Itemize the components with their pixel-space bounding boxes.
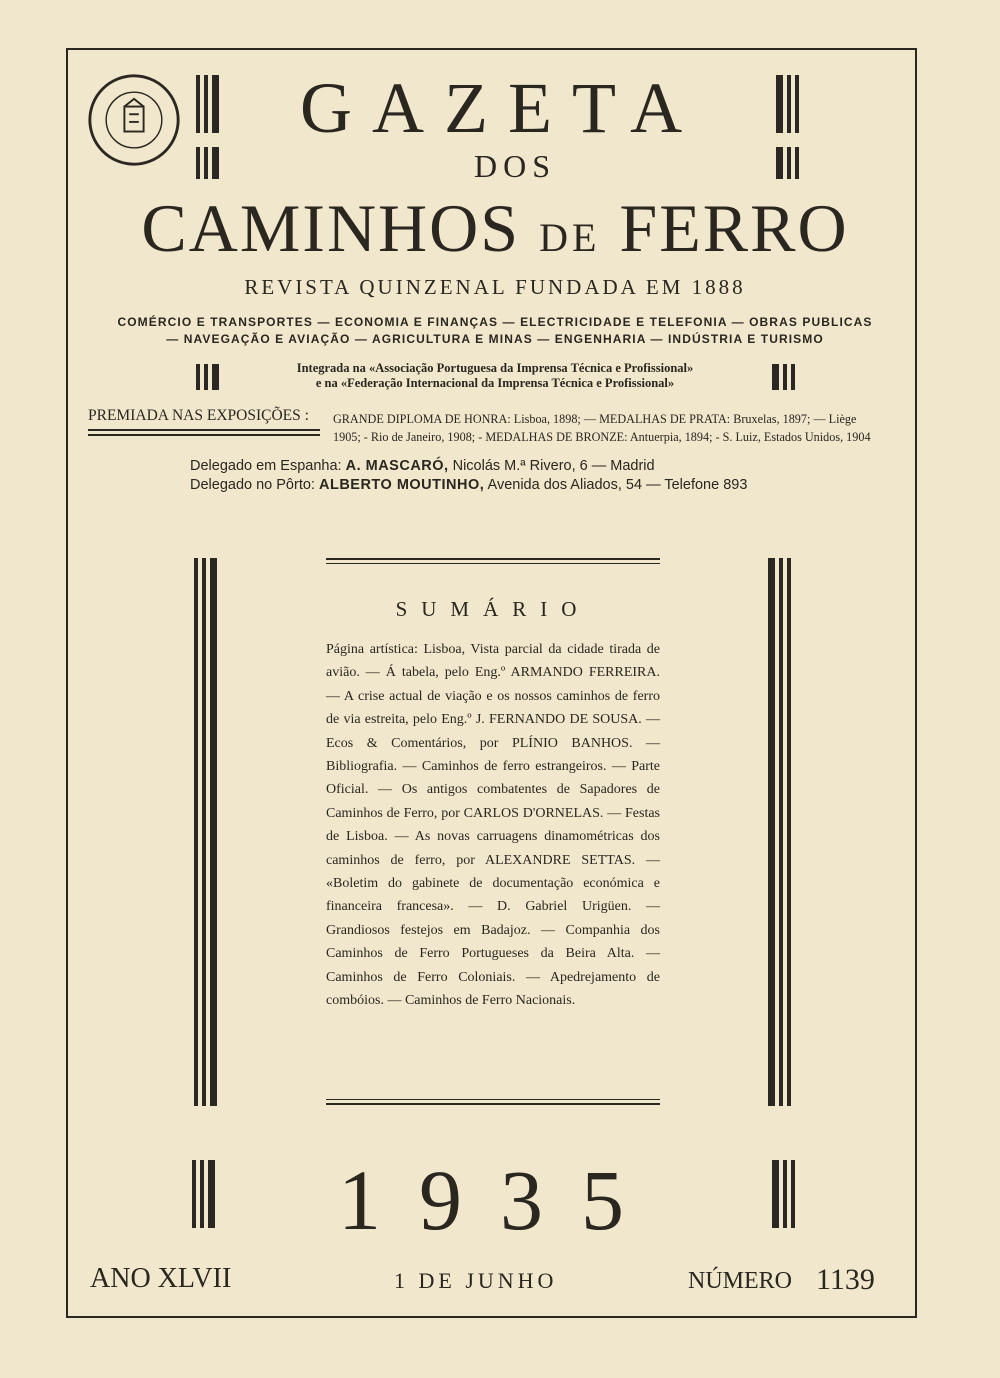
delegate-spain-label: Delegado em Espanha:: [190, 458, 342, 474]
bar-ornament: [196, 147, 219, 179]
title-dos: DOS: [473, 148, 556, 184]
awards-rule: [88, 429, 320, 431]
issue-date: 1 DE JUNHO: [394, 1268, 558, 1293]
bar-ornament: [196, 75, 219, 133]
summary-title: SUMÁRIO: [395, 597, 591, 621]
bar-ornament: [776, 147, 799, 179]
delegate-porto-label: Delegado no Pôrto:: [190, 477, 315, 493]
title-de: DE: [539, 215, 601, 260]
topics: [110, 314, 880, 348]
integration-line-1: Integrada na «Associação Portuguesa da Imprensa Técnica e Profissional»: [296, 361, 694, 375]
subtitle: REVISTA QUINZENAL FUNDADA EM 1888: [244, 275, 746, 299]
number-label: NÚMERO: [688, 1268, 793, 1294]
topics-line-2: — NAVEGAÇÃO E AVIAÇÃO — AGRICULTURA E MINAS — ENGENHARIA — INDÚSTRIA E TURISMO: [166, 332, 824, 346]
volume-number: ANO XLVII: [90, 1263, 232, 1294]
topics-line-1: COMÉRCIO E TRANSPORTES — ECONOMIA E FINANÇAS — ELECTRICIDADE E TELEFONIA — OBRAS PUBLICAS: [117, 315, 873, 329]
summary-top-rule: [326, 558, 660, 560]
awards-rule: [88, 434, 320, 436]
delegates: [190, 457, 810, 495]
delegate-spain-address: Nicolás M.ª Rivero, 6 — Madrid: [452, 458, 655, 474]
delegate-spain: [190, 457, 810, 476]
delegate-porto-name: ALBERTO MOUTINHO,: [318, 477, 485, 493]
summary-right-bars: [768, 558, 791, 1106]
summary-bottom-rule: [326, 1103, 660, 1105]
delegate-porto-address: Avenida dos Aliados, 54 — Telefone 893: [487, 477, 748, 493]
integration-line-2: e na «Federação Internacional da Imprensa Técnica e Profissional»: [315, 376, 675, 390]
title-ferro: FERRO: [619, 190, 849, 266]
summary-bottom-rule: [326, 1099, 660, 1100]
bar-ornament: [772, 364, 795, 390]
awards-label: PREMIADA NAS EXPOSIÇÕES :: [88, 407, 309, 424]
awards-line-2: 1905; - Rio de Janeiro, 1908; - MEDALHAS DE BRONZE: Antuerpia, 1894; - S. Luiz, Estados Unidos, 1904: [333, 430, 871, 444]
awards-line-1: GRANDE DIPLOMA DE HONRA: Lisboa, 1898; — MEDALHAS DE PRATA: Bruxelas, 1897; — Liège: [333, 412, 857, 426]
bar-ornament: [192, 1160, 215, 1228]
title-caminhos-de-ferro: [90, 190, 900, 276]
integration-note: [230, 361, 760, 391]
title-caminhos: CAMINHOS: [141, 190, 521, 266]
summary-text: Página artística: Lisboa, Vista parcial da cidade tirada de avião. — Á tabela, pelo Eng.º ARMANDO FERREIRA. — A crise actual de viação e os nossos caminhos de ferro de via estreita, pelo Eng.º J. FERNANDO DE SOUSA. — Ecos & Comentários, por PLÍNIO BANHOS. — Bibliografia. — Caminhos de ferro estrangeiros. — Parte Oficial. — Os antigos combatentes de Sapadores de Caminhos de Ferro, por CARLOS D'ORNELAS. — Festas de Lisboa. — As novas carruagens dinamométricas dos caminhos de ferro, por ALEXANDRE SETTAS. — «Boletim do gabinete de documentação económica e financeira francesa». — D. Gabriel Urigüen. — Grandiosos festejos em Badajoz. — Companhia dos Caminhos de Ferro Portugueses da Beira Alta. — Caminhos de Ferro Coloniais. — Apedrejamento de combóios. — Caminhos de Ferro Nacionais.: [326, 642, 660, 1009]
awards-text: [333, 410, 898, 446]
issue-number: 1139: [816, 1263, 875, 1296]
delegate-spain-name: A. MASCARÓ,: [345, 458, 449, 474]
bar-ornament: [196, 364, 219, 390]
bar-ornament: [772, 1160, 795, 1228]
bar-ornament: [776, 75, 799, 133]
delegate-porto: [190, 476, 810, 495]
summary-left-bars: [194, 558, 217, 1106]
issue-year: 1935: [338, 1152, 662, 1248]
library-stamp: [86, 72, 182, 168]
title-gazeta: GAZETA: [300, 68, 703, 148]
summary-top-rule: [326, 563, 660, 564]
